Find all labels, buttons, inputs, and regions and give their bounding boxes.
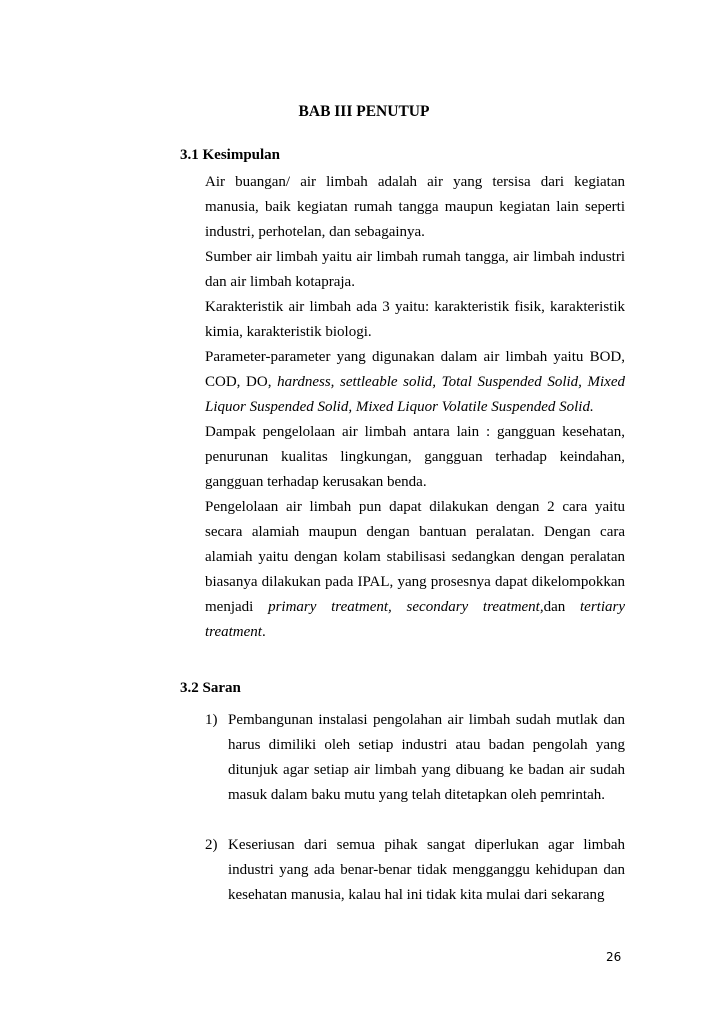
paragraph-parameters-italic: hardness, settleable solid, Total Suspended Solid, Mixed Liquor Suspended Solid, Mixed Liquor Volatile Suspended Solid. [205,374,625,415]
list-item-number: 1) [205,712,218,728]
chapter-title: BAB III PENUTUP [298,103,430,120]
page-number: 26 [606,950,622,964]
conjunction-text: dan [543,599,580,615]
paragraph-parameters-text: Parameter-parameter yang digunakan dalam air limbah yaitu BOD, COD, DO, [205,349,625,390]
list-item-text: Keseriusan dari semua pihak sangat diperlukan agar limbah industri yang ada benar-benar tidak mengganggu kehidupan dan kesehatan manusia, kalau hal ini tidak kita mulai dari sekarang [228,837,625,903]
paragraph-definition: Air buangan/ air limbah adalah air yang tersisa dari kegiatan manusia, baik kegiatan rumah tangga maupun kegiatan lain seperti industri, perhotelan, dan sebagainya. [205,174,625,240]
tertiary-treatment-term: tertiary treatment [205,599,625,640]
section-heading-saran: 3.2 Saran [180,680,241,696]
treatment-terms: primary treatment, secondary treatment, [268,599,544,615]
paragraph-management [205,495,625,645]
paragraph-impacts: Dampak pengelolaan air limbah antara lain : gangguan kesehatan, penurunan kualitas lingkungan, gangguan terhadap keindahan, gangguan terhadap kerusakan benda. [205,424,625,490]
paragraph-characteristics: Karakteristik air limbah ada 3 yaitu: karakteristik fisik, karakteristik kimia, karakteristik biologi. [205,299,625,340]
paragraph-management-text: Pengelolaan air limbah pun dapat dilakukan dengan 2 cara yaitu secara alamiah maupun dengan bantuan peralatan. Dengan cara alamiah yaitu dengan kolam stabilisasi sedangkan dengan peralatan biasanya dilakukan pada IPAL, yang prosesnya dapat dikelompokkan menjadi [205,499,625,615]
paragraph-parameters [205,345,625,420]
list-item-text: Pembangunan instalasi pengolahan air limbah sudah mutlak dan harus dimiliki oleh setiap industri atau badan pengolah yang ditunjuk agar setiap air limbah yang dibuang ke badan air sudah masuk dalam baku mutu yang telah ditetapkan oleh pemrintah. [228,712,625,803]
list-item-number: 2) [205,837,218,853]
paragraph-sources: Sumber air limbah yaitu air limbah rumah tangga, air limbah industri dan air limbah kotapraja. [205,249,625,290]
section-heading-kesimpulan: 3.1 Kesimpulan [180,147,281,163]
period-text: . [261,624,266,640]
